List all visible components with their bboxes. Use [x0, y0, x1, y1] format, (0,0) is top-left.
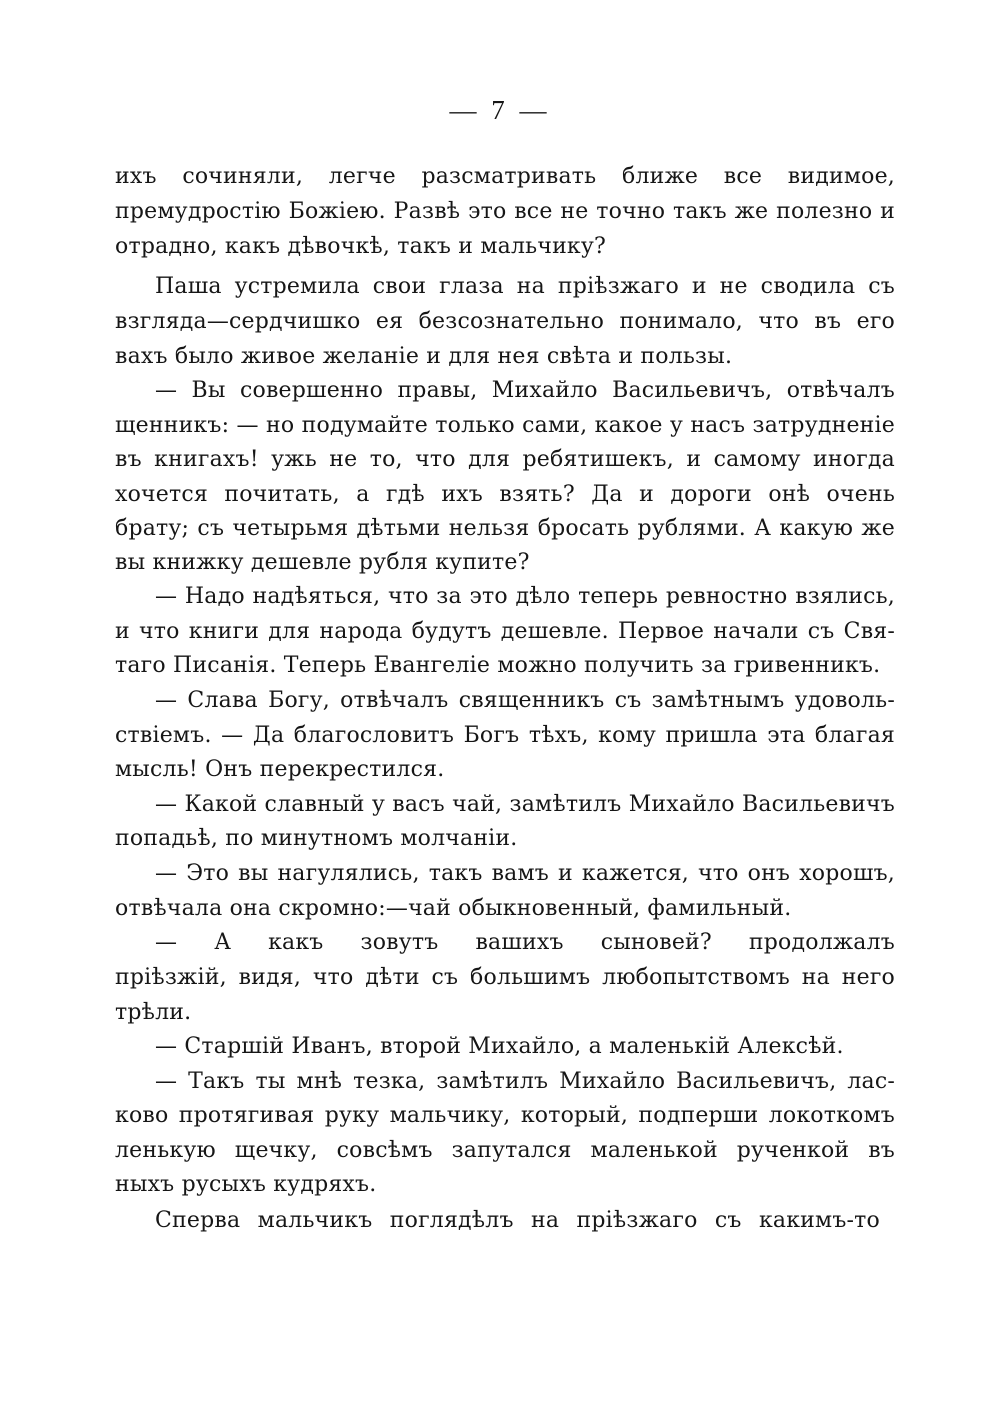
text-line: премудростію Божіею. Развѣ это все не точно такъ же полезно и — [115, 199, 895, 224]
text-line: ихъ сочиняли, легче разсматривать ближе все видимое, — [115, 164, 895, 189]
text-line: ствіемъ. — Да благословитъ Богъ тѣхъ, кому пришла эта благая — [115, 723, 895, 748]
text-line: щенникъ: — но подумайте только сами, какое у насъ затрудненіе — [115, 413, 895, 438]
text-line: трѣли. — [115, 1000, 192, 1025]
text-line: ково протягивая руку мальчику, который, подперши локоткомъ — [115, 1103, 895, 1128]
text-line: отрадно, какъ дѣвочкѣ, такъ и мальчику? — [115, 234, 607, 259]
page-number: — 7 — — [449, 95, 551, 125]
text-line: вахъ было живое желаніе и для нея свѣта и пользы. — [115, 344, 733, 369]
text-line: Паша устремила свои глаза на пріѣзжаго и не сводила съ — [155, 274, 895, 299]
text-line: отвѣчала она скромно:—чай обыкновенный, фамильный. — [115, 896, 792, 921]
text-line: — Старшій Иванъ, второй Михайло, а маленькій Алексѣй. — [155, 1034, 844, 1059]
text-line: ленькую щечку, совсѣмъ запутался маленькой рученкой въ — [115, 1138, 895, 1163]
text-line: Сперва мальчикъ поглядѣлъ на пріѣзжаго съ какимъ-то — [155, 1208, 880, 1233]
text-line: — Это вы нагулялись, такъ вамъ и кажется, что онъ хорошъ, — [155, 861, 895, 886]
text-line: — А какъ зовутъ вашихъ сыновей? продолжалъ — [155, 930, 895, 955]
text-line: — Какой славный у васъ чай, замѣтилъ Михайло Васильевичъ — [155, 792, 895, 817]
text-line: мысль! Онъ перекрестился. — [115, 757, 445, 782]
text-line: и что книги для народа будутъ дешевле. Первое начали съ Свя- — [115, 619, 895, 644]
text-line: таго Писанія. Теперь Евангеліе можно получить за гривенникъ. — [115, 653, 881, 678]
text-line: хочется почитать, а гдѣ ихъ взять? Да и дороги онѣ очень — [115, 482, 895, 507]
text-line: вы книжку дешевле рубля купите? — [115, 550, 530, 575]
text-line: пріѣзжій, видя, что дѣти съ большимъ любопытствомъ на него — [115, 965, 895, 990]
text-line: брату; съ четырьмя дѣтьми нельзя бросать рублями. А какую же — [115, 516, 895, 541]
text-line: въ книгахъ! ужь не то, что для ребятишекъ, и самому иногда — [115, 447, 895, 472]
text-line: — Вы совершенно правы, Михайло Васильевичъ, отвѣчалъ — [155, 378, 895, 403]
text-line: попадьѣ, по минутномъ молчаніи. — [115, 826, 518, 851]
text-line: — Такъ ты мнѣ тезка, замѣтилъ Михайло Васильевичъ, лас- — [155, 1069, 895, 1094]
text-line: — Слава Богу, отвѣчалъ священникъ съ замѣтнымъ удоволь- — [155, 688, 895, 713]
text-line: — Надо надѣяться, что за это дѣло теперь ревностно взялись, — [155, 584, 895, 609]
text-line: взгляда—сердчишко ея безсознательно понимало, что въ его — [115, 309, 895, 334]
text-line: ныхъ русыхъ кудряхъ. — [115, 1172, 377, 1197]
